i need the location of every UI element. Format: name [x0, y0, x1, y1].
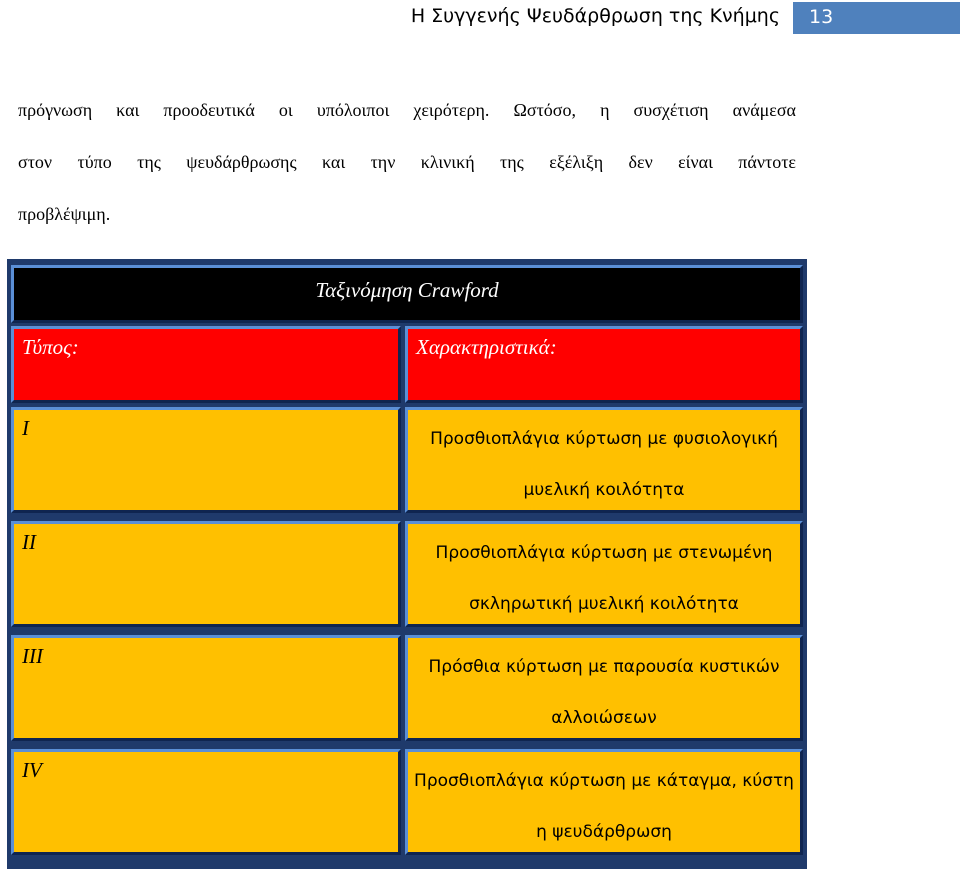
table-row-type-cell	[11, 407, 401, 513]
table-title-cell	[11, 265, 803, 323]
table-row-type-cell	[11, 749, 401, 855]
running-header-title: Η Συγγενής Ψευδάρθρωση της Κνήμης	[410, 5, 780, 27]
type-label: III	[22, 644, 43, 668]
table-row-type-cell	[11, 635, 401, 741]
table-row-features-cell	[405, 407, 803, 513]
features-text: Προσθιοπλάγια κύρτωση με φυσιολογική μυελική κοιλότητα	[430, 429, 778, 500]
type-label: IV	[22, 758, 42, 782]
body-paragraph	[18, 84, 796, 240]
column-header-features: Χαρακτηριστικά:	[416, 335, 557, 359]
column-header-type: Τύπος:	[22, 335, 79, 359]
features-text: Προσθιοπλάγια κύρτωση με κάταγμα, κύστη η ψευδάρθρωση	[414, 771, 794, 842]
page-header	[0, 0, 960, 37]
page-number-box	[793, 2, 960, 34]
table-row-features-cell	[405, 749, 803, 855]
type-label: I	[22, 416, 29, 440]
crawford-classification-table	[7, 259, 807, 869]
header-cell-type	[11, 326, 401, 403]
page-number: 13	[809, 6, 834, 28]
header-cell-features	[405, 326, 803, 403]
body-line: προβλέψιμη.	[18, 204, 111, 224]
features-text: Πρόσθια κύρτωση με παρουσία κυστικών αλλοιώσεων	[428, 657, 780, 728]
table-title: Ταξινόμηση Crawford	[315, 278, 499, 302]
table-row-features-cell	[405, 521, 803, 627]
table-row-type-cell	[11, 521, 401, 627]
table-row-features-cell	[405, 635, 803, 741]
features-text: Προσθιοπλάγια κύρτωση με στενωμένη σκληρωτική μυελική κοιλότητα	[435, 543, 773, 614]
body-line: στον τύπο της ψευδάρθρωσης και την κλινική της εξέλιξη δεν είναι πάντοτε	[18, 152, 796, 172]
type-label: II	[22, 530, 36, 554]
body-line: πρόγνωση και προοδευτικά οι υπόλοιποι χειρότερη. Ωστόσο, η συσχέτιση ανάμεσα	[18, 100, 796, 120]
